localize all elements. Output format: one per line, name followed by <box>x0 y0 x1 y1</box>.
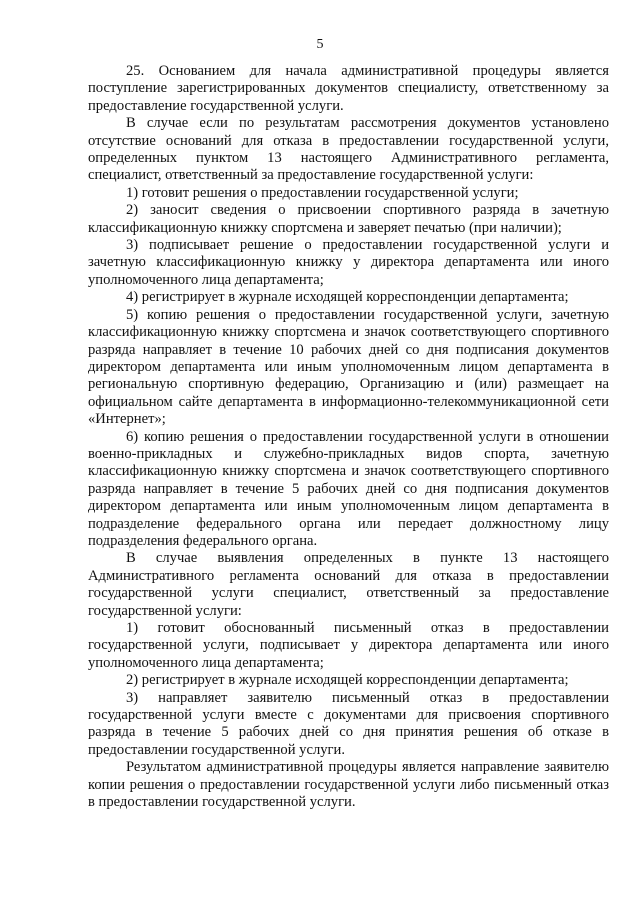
paragraph-no-grounds: В случае если по результатам рассмотрения документов установлено отсутствие оснований для отказа в предоставлении государственной услуги, определенных пунктом 13 настоящего Административного регламента, специалист, ответственный за предоставление государственной услуги: <box>88 115 609 184</box>
paragraph-item-25: 25. Основанием для начала административной процедуры является поступление зарегистрированных документов специалисту, ответственному за предоставление государственной услуги. <box>88 63 609 114</box>
page-number: 5 <box>316 37 324 52</box>
list-item-sign-decision: 3) подписывает решение о предоставлении государственной услуги и зачетную классификационную книжку у директора департамента или иного уполномоченного лица департамента; <box>88 237 609 288</box>
list-item-prepare-decision: 1) готовит решения о предоставлении государственной услуги; <box>126 184 519 201</box>
list-item-military-sports: 6) копию решения о предоставлении государственной услуги в отношении военно-прикладных и служебно-прикладных видов спорта, зачетную классификационную книжку спортсмена и значок соответствующего спортивного разряда направляет в течение 5 рабочих дней со дня подписания документов директором департамента или иным уполномоченным лицом департамента в подразделение федерального органа или передает должностному лицу подразделения федерального органа. <box>88 428 609 549</box>
list-item-register-refusal: 2) регистрирует в журнале исходящей корреспонденции департамента; <box>126 672 569 689</box>
document-body <box>88 63 609 811</box>
list-item-register: 4) регистрирует в журнале исходящей корреспонденции департамента; <box>126 289 569 306</box>
list-item-record-rank: 2) заносит сведения о присвоении спортивного разряда в зачетную классификационную книжку спортсмена и заверяет печатью (при наличии); <box>88 202 609 236</box>
paragraph-result: Результатом административной процедуры является направление заявителю копии решения о предоставлении государственной услуги либо письменный отказ в предоставлении государственной услуги. <box>88 759 609 811</box>
list-item-prepare-refusal: 1) готовит обоснованный письменный отказ в предоставлении государственной услуги, подписывает у директора департамента или иного уполномоченного лица департамента; <box>88 620 609 671</box>
paragraph-grounds-found: В случае выявления определенных в пункте 13 настоящего Административного регламента оснований для отказа в предоставлении государственной услуги специалист, ответственный за предоставление государственной услуги: <box>88 550 609 619</box>
list-item-send-copy: 5) копию решения о предоставлении государственной услуги, зачетную классификационную книжку спортсмена и значок соответствующего спортивного разряда направляет в течение 10 рабочих дней со дня подписания документов директором департамента или иным уполномоченным лицом департамента в региональную спортивную федерацию, Организацию и (или) размещает на официальном сайте департамента в информационно-телекоммуникационной сети «Интернет»; <box>88 306 609 428</box>
list-item-send-refusal: 3) направляет заявителю письменный отказ в предоставлении государственной услуги вместе с документами для присвоения спортивного разряда в течение 5 рабочих дней со дня принятия решения об отказе в предоставлении государственной услуги. <box>88 689 609 758</box>
